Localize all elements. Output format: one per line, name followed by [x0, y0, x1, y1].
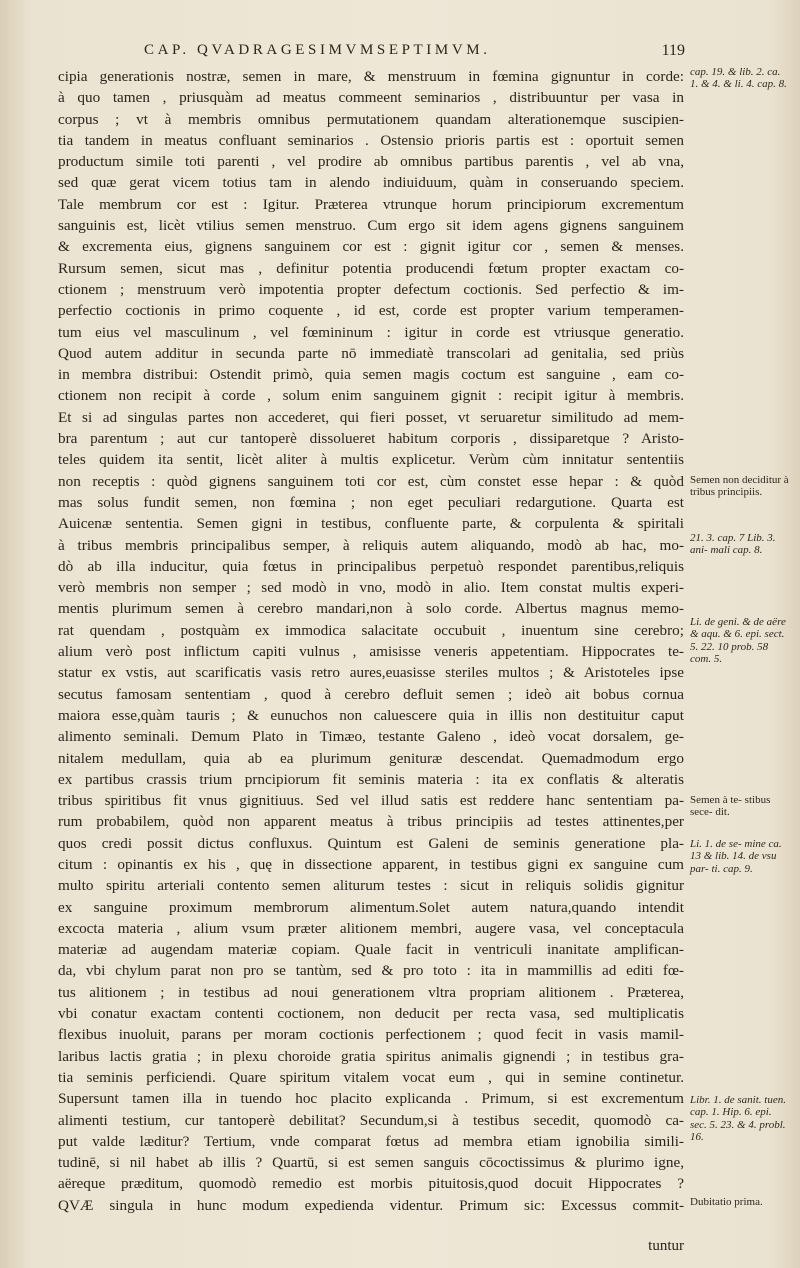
- text-line: Supersunt tamen illa in tuendo hoc placito explicanda . Primum, si est excrementum: [58, 1090, 684, 1108]
- text-line: non receptis : quòd gignens sanguinem toti cor est, cùm constet esse hepar : & quòd: [58, 472, 684, 490]
- text-line: mentis plurimum semen à cerebro mandari,non à solo corde. Albertus magnus memo-: [58, 600, 684, 618]
- text-line: à tribus membris principalibus semper, à reliquis autem aliquando, modò ab hac, mo-: [58, 536, 684, 554]
- text-line: materiæ ad augendam materiæ copiam. Quale facit in ventriculi inanitate amplifican-: [58, 941, 684, 959]
- text-line: alium verò post inflictum capiti vulnus , amisisse veneris appetentiam. Hippocrates te-: [58, 643, 684, 661]
- text-line: Auicenæ sententia. Semen gigni in testibus, confluente parte, & corpulenta & spiritali: [58, 515, 684, 533]
- text-line: mas solus fundit semen, non fœmina ; non eget peculiari redargutione. Quarta est: [58, 493, 684, 511]
- margin-note: Libr. 1. de sanit. tuen. cap. 1. Hip. 6. epi. sec. 5. 23. & 4. probl. 16.: [690, 1094, 786, 1144]
- chapter-title: CAP. QVADRAGESIMVMSEPTIMVM.: [144, 42, 491, 58]
- margin-note: Li. de geni. & de aëre & aqu. & 6. epi. sect. 5. 22. 10 prob. 58 com. 5.: [690, 616, 786, 666]
- text-line: nitalem medullam, quia ab ea plurimum genituræ descendat. Quemadmodum ergo: [58, 749, 684, 767]
- text-line: & excrementa eius, gignens sanguinem cor est : gignit igitur cor , semen & menses.: [58, 238, 684, 256]
- text-line: rum probabilem, quòd non apparent meatus à tribus principiis ad testes attinentes,per: [58, 813, 684, 831]
- text-line: citum : opinantis ex his , quę in dissectione apparent, in testibus gigni ex sanguine cum: [58, 855, 684, 873]
- text-line: verò membris non semper ; sed modò in vno, modò in alio. Item constat multis experi-: [58, 579, 684, 597]
- text-line: ctionem non recipit à corde , solum enim sanguinem gignit : recipit igitur à membris.: [58, 387, 684, 405]
- text-line: Tale membrum cor est : Igitur. Præterea vtrunque horum principiorum excrementum: [58, 195, 684, 213]
- text-line: perfectio coctionis in primo coquente , id est, corde est propter varium temperamen-: [58, 302, 684, 320]
- text-line: cipia generationis nostræ, semen in mare, & menstruum in fœmina gignuntur in corde:: [58, 68, 684, 85]
- catchword: tuntur: [648, 1238, 684, 1254]
- text-line: tudinē, si nil habet ab illis ? Quartū, si est semen sanguis cōcoctissimus & plurimo igne,: [58, 1154, 684, 1172]
- text-line: tia seminis perficiendi. Quare spiritum vitalem vocat eum , qui in semine continetur.: [58, 1068, 684, 1086]
- text-line: in membra distribui: Ostendit primò, quia semen magis coctum est sanguine , eam co-: [58, 366, 684, 384]
- text-line: corpus ; vt à membris omnibus permutationem quandam alterationemque suscipien-: [58, 110, 684, 128]
- margin-note: Semen à te- stibus sece- dit.: [690, 794, 771, 819]
- text-line: alimenti testium, cur tantoperè debilitat? Secundum,si à testibus secedit, quomodò ca-: [58, 1111, 684, 1129]
- page-number: 119: [661, 42, 685, 59]
- text-line: rat quendam , postquàm ex immodica salacitate occubuit , inuentum sine cerebro;: [58, 621, 684, 639]
- running-header: [60, 42, 685, 64]
- text-line: ex sanguine proximum membrorum alimentum.Solet autem natura,quando intendit: [58, 898, 684, 916]
- text-line: alimento seminali. Demum Plato in Timæo, testante Galeno , ideò vocat dorsalem, ge-: [58, 728, 684, 746]
- text-line: Quod autem additur in secunda parte nō immediatè transcolari ad genitalia, sed priùs: [58, 344, 684, 362]
- text-line: Et si ad singulas partes non accederet, qui fieri posset, vt seruaretur similitudo ad mem-: [58, 408, 684, 426]
- text-line: put valde læditur? Tertium, vnde comparat fœtus ad membra etiam ignobilia simili-: [58, 1132, 684, 1150]
- text-line: teles quidem ita sentit, licèt aliter à multis explicetur. Verùm cùm innitatur sententiis: [58, 451, 684, 469]
- text-line: excocta materia , alium vsum præter alitionem membri, augere vasa, vel conceptacula: [58, 919, 684, 937]
- text-line: tum eius vel masculinum , vel fœmininum : igitur in corde est vtriusque generatio.: [58, 323, 684, 341]
- main-text-block: [58, 66, 684, 1216]
- text-line: aëreque præditum, quomodò remedio est morbis pituitosis,quod docuit Hippocrates ?: [58, 1175, 684, 1193]
- text-line: flexibus inuoluit, parans per moram coctionis perfectionem ; quod fecit in vasis mamil-: [58, 1026, 684, 1044]
- text-line: dò ab illa inducitur, quia fœtus in principalibus perpetuò respondet parentibus,reliquis: [58, 557, 684, 575]
- text-line: QVÆ singula in hunc modum expedienda videntur. Primum sic: Excessus commit-: [58, 1196, 684, 1214]
- text-line: multo spiritu arteriali contento semen aliturum testes : sicut in reliquis solidis gignitur: [58, 877, 684, 895]
- text-line: tribus spiritibus fit vnus gignitiuus. Sed vel illud satis est reddere hanc sententiam pa-: [58, 792, 684, 810]
- text-line: ex partibus crassis trium prncipiorum fit seminis materia : ita ex conflatis & alteratis: [58, 770, 684, 788]
- text-line: productum simile toti parenti , vel prodire ab omnibus partibus parentis , vel ab vna,: [58, 153, 684, 171]
- text-line: Rursum semen, sicut mas , definitur potentia producendi fœtum propter exactam co-: [58, 259, 684, 277]
- text-line: statur ex vstis, aut scarificatis vasis retro aures,euasisse steriles multos ; & Aristoteles ipse: [58, 664, 684, 682]
- text-line: à quo tamen , priusquàm ad meatus commeent seminarios , distribuuntur per vasa in: [58, 89, 684, 107]
- text-line: ctionem ; menstruum verò impotentia propter defectum coctionis. Sed perfectio & im-: [58, 280, 684, 298]
- margin-note: cap. 19. & lib. 2. ca. 1. & 4. & li. 4. cap. 8.: [690, 66, 787, 91]
- text-line: tus alitionem ; in testibus ad noui generationem vltra propriam alitionem . Præterea,: [58, 983, 684, 1001]
- text-line: maiora esse,quàm tauris ; & eunuchos non caluescere quia in illis non destituitur caput: [58, 706, 684, 724]
- margin-note: 21. 3. cap. 7 Lib. 3. ani- mali cap. 8.: [690, 532, 776, 557]
- text-line: secutus famosam sententiam , quod à cerebro defluit semen ; ideò ait bobus cornua: [58, 685, 684, 703]
- text-line: sanguinis est, licèt vtilius semen menstruo. Cum ergo sit idem agens gignens sanguinem: [58, 217, 684, 235]
- text-line: bra parentum ; aut cur tantoperè dissolueret habitum corporis , dissiparetque ? Aristo-: [58, 430, 684, 448]
- text-line: laribus lactis gratia ; in plexu choroide gratia spiritus animalis gignendi ; in testibus gra-: [58, 1047, 684, 1065]
- margin-note: Dubitatio prima.: [690, 1196, 763, 1208]
- text-line: quos credi possit dictus confluxus. Quintum est Galeni de seminis generatione pla-: [58, 834, 684, 852]
- text-line: vbi conatur exactam contenti coctionem, non deducit per recta vasa, sed multiplicatis: [58, 1005, 684, 1023]
- text-line: da, vbi chylum parat non pro se tantùm, sed & pro toto : ita in mammillis ad editi fœ-: [58, 962, 684, 980]
- text-line: tia tandem in meatus confluant seminarios . Ostensio prioris partis est : oportuit semen: [58, 131, 684, 149]
- margin-note: Li. 1. de se- mine ca. 13 & lib. 14. de vsu par- ti. cap. 9.: [690, 838, 782, 875]
- text-line: sed quæ gerat vicem totius tam in alendo indiuiduum, quàm in conseruando speciem.: [58, 174, 684, 192]
- margin-note: Semen non deciditur à tribus principiis.: [690, 474, 789, 499]
